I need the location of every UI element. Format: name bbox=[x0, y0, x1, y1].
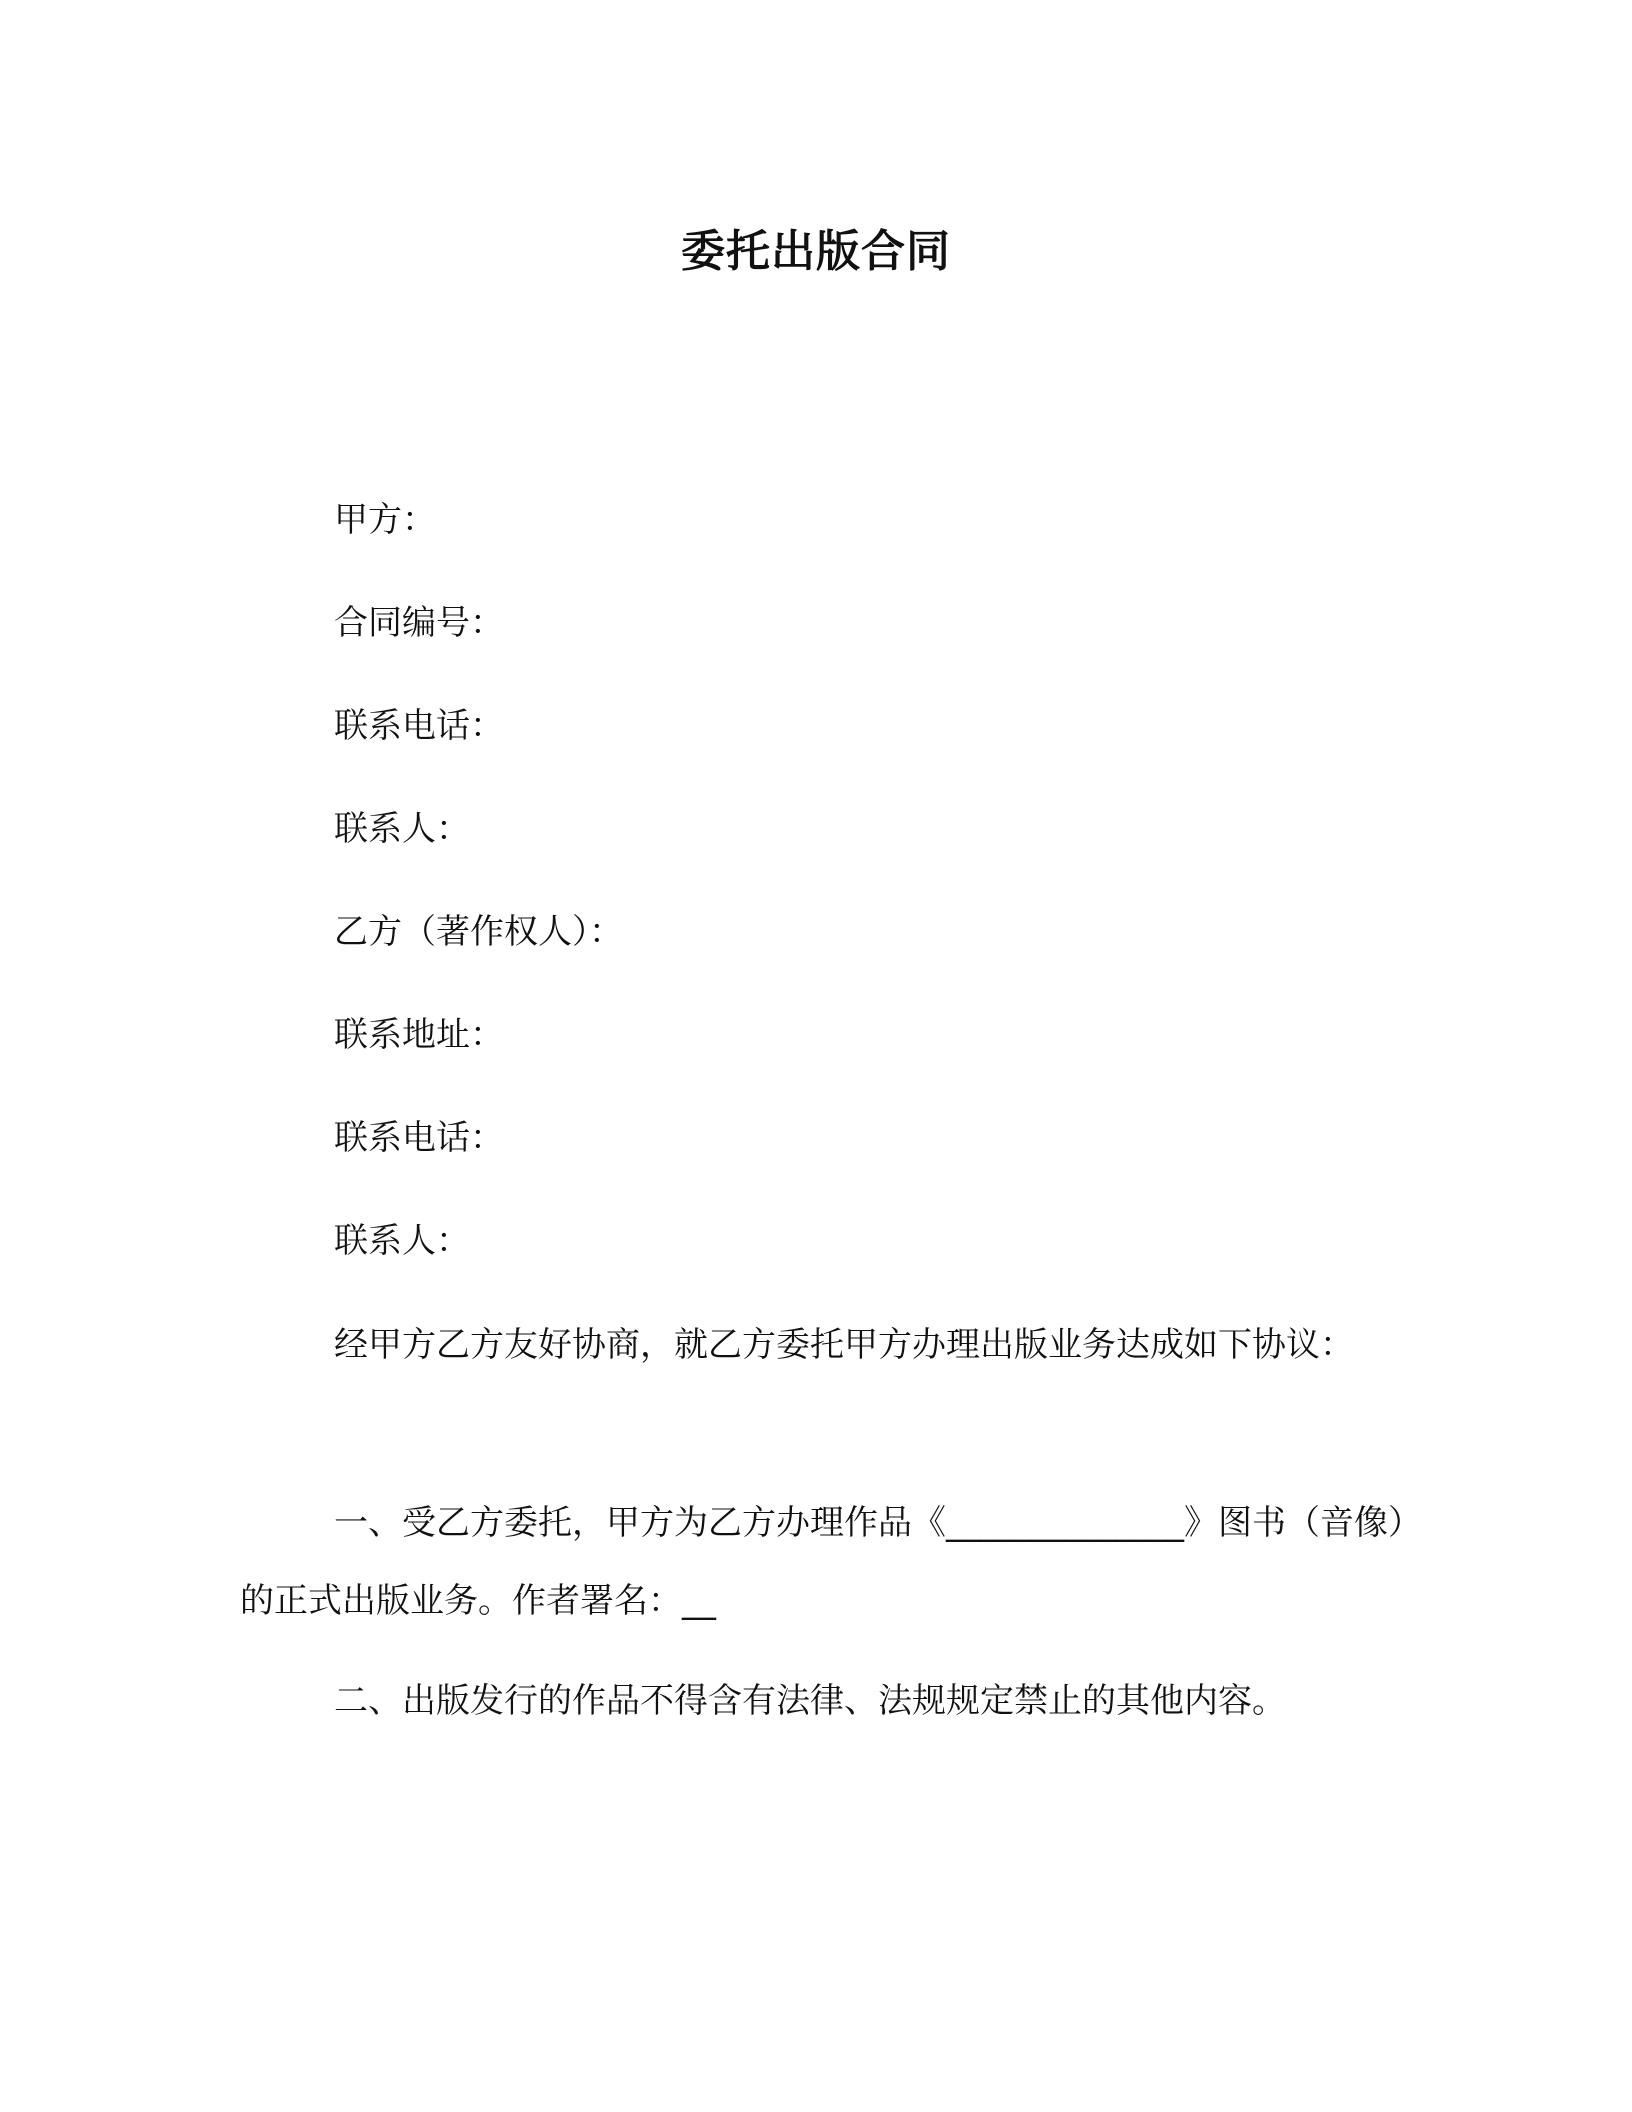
party-b-contact-label: 联系人： bbox=[334, 1221, 470, 1261]
party-b-phone-label: 联系电话： bbox=[334, 1118, 504, 1158]
party-a-phone-label: 联系电话： bbox=[334, 706, 504, 746]
party-b-address-label: 联系地址： bbox=[334, 1015, 504, 1055]
intro-paragraph: 经甲方乙方友好协商，就乙方委托甲方办理出版业务达成如下协议： bbox=[334, 1325, 1354, 1365]
clause-two-paragraph: 二、出版发行的作品不得含有法律、法规规定禁止的其他内容。 bbox=[334, 1681, 1286, 1721]
party-a-contact-label: 联系人： bbox=[334, 809, 470, 849]
party-b-label: 乙方（著作权人）： bbox=[334, 912, 623, 952]
document-title: 委托出版合同 bbox=[681, 226, 951, 277]
clause-one-paragraph: 一、受乙方委托，甲方为乙方办理作品《______________》图书（音像）的正式出版业务。作者署名：__ bbox=[240, 1503, 1405, 1621]
party-a-label: 甲方： bbox=[334, 500, 436, 540]
contract-number-label: 合同编号： bbox=[334, 603, 504, 643]
